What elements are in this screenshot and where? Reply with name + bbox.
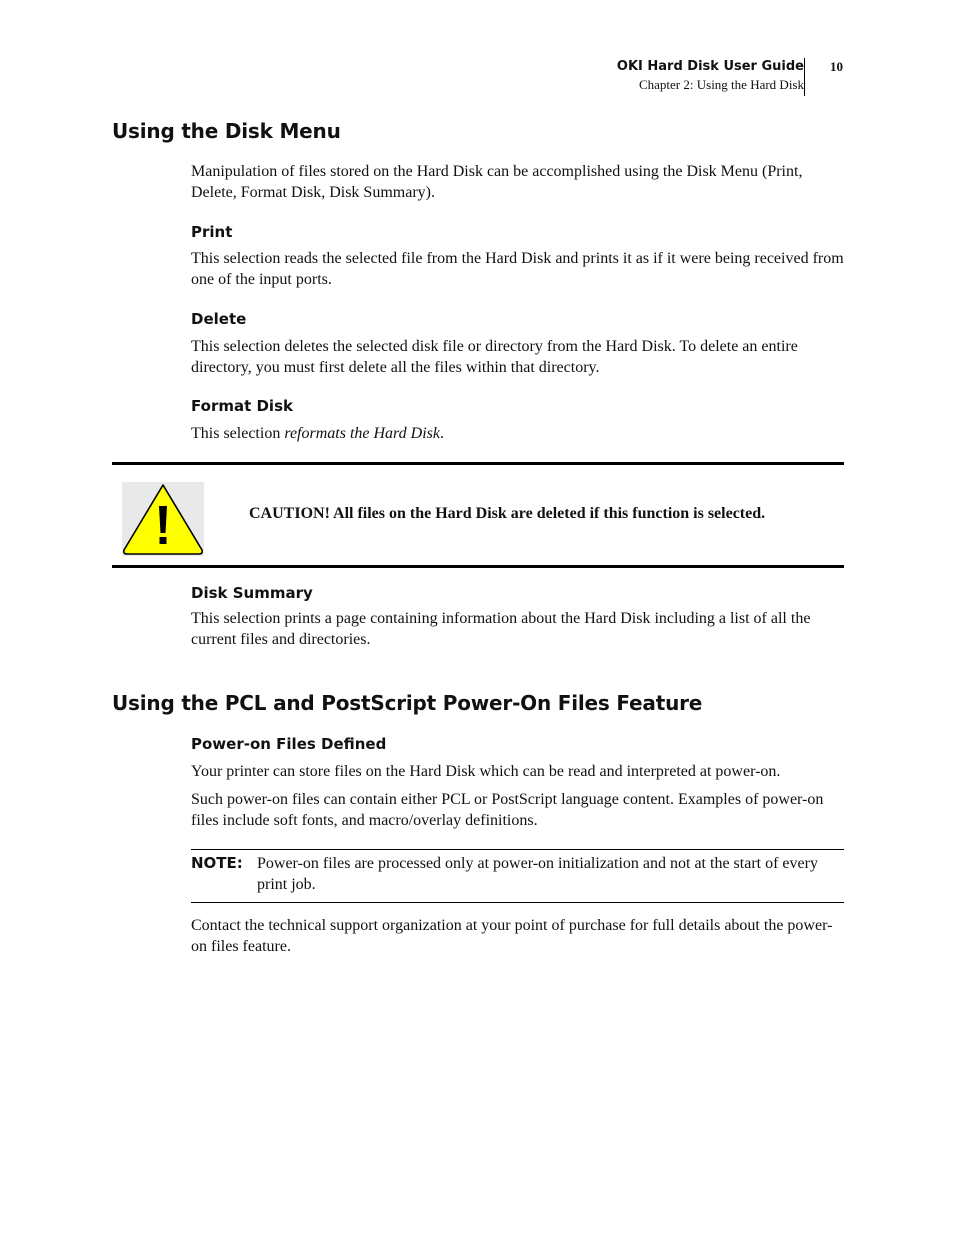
format-description [191,424,845,445]
note-text: Power-on files are processed only at power-on initialization and not at the start of every print job. [257,855,818,893]
caution-top-rule [112,462,844,465]
running-header [617,58,804,94]
section-heading-power-on-files: Using the PCL and PostScript Power-On Files Feature [112,691,703,715]
format-text-italic: reformats the Hard Disk [284,425,441,442]
header-divider [804,58,805,96]
caution-text: CAUTION! All files on the Hard Disk are deleted if this function is selected. [249,505,766,522]
section-heading-disk-menu: Using the Disk Menu [112,119,341,143]
subheading-power-on-defined: Power-on Files Defined [191,735,387,753]
format-text-suffix: . [440,425,445,442]
warning-icon [122,482,204,556]
subheading-print: Print [191,223,233,241]
subheading-disk-summary: Disk Summary [191,584,313,602]
subheading-format-disk: Format Disk [191,397,293,415]
caution-bottom-rule [112,565,844,568]
power-on-para-1: Your printer can store files on the Hard Disk which can be read and interpreted at power-on. [191,763,781,780]
format-text-prefix: This selection [191,425,285,442]
delete-description: This selection deletes the selected disk file or directory from the Hard Disk. To delete an entire directory, you must first delete all the files within that directory. [191,338,798,376]
disk-menu-intro: Manipulation of files stored on the Hard Disk can be accomplished using the Disk Menu (Print, Delete, Format Disk, Disk Summary). [191,163,803,201]
subheading-delete: Delete [191,310,247,328]
print-description: This selection reads the selected file from the Hard Disk and prints it as if it were being received from one of the input ports. [191,250,844,288]
disk-summary-description: This selection prints a page containing information about the Hard Disk including a list of all the current files and directories. [191,610,811,648]
page-number: 10 [830,59,843,74]
power-on-para-3: Contact the technical support organization at your point of purchase for full details about the power-on files feature. [191,917,833,955]
chapter-title: Chapter 2: Using the Hard Disk [638,77,804,92]
note-top-rule [191,849,844,850]
note-bottom-rule [191,902,844,903]
note-label: NOTE: [191,854,243,872]
guide-title: OKI Hard Disk User Guide [616,59,804,74]
power-on-para-2: Such power-on files can contain either PCL or PostScript language content. Examples of power-on files include soft fonts, and macro/overlay definitions. [191,791,824,829]
